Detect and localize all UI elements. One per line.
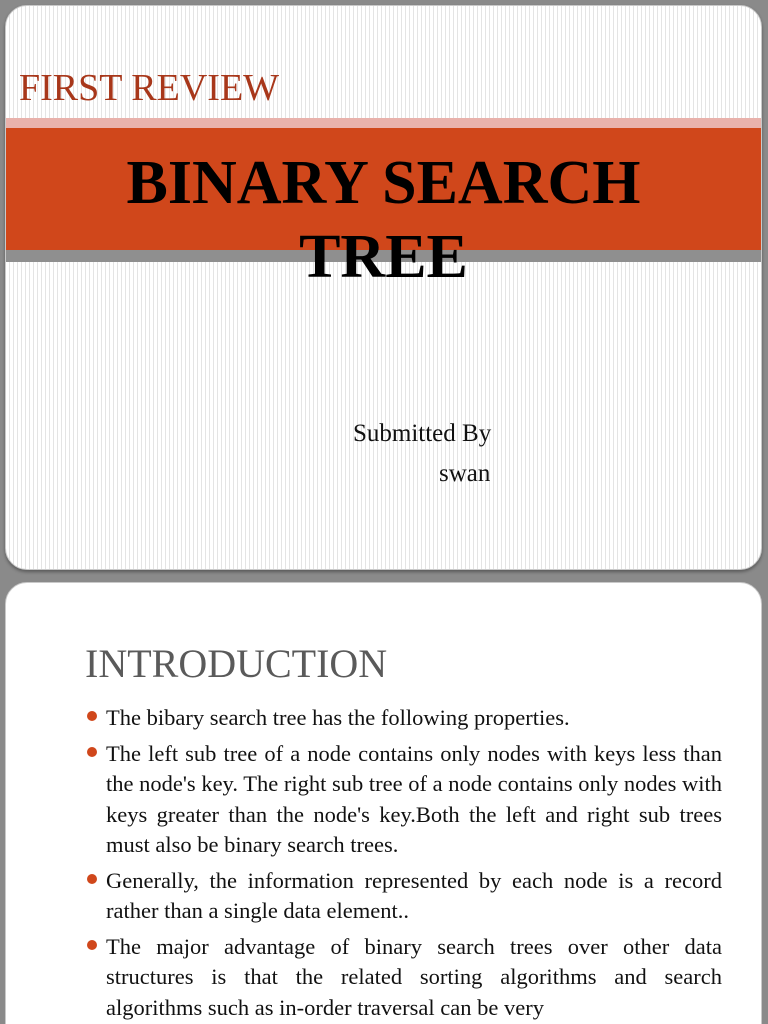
bullet-dot-icon: [87, 711, 97, 721]
review-label: FIRST REVIEW: [19, 67, 280, 109]
slide-title-text: [6, 146, 761, 294]
title-line-1: BINARY SEARCH: [126, 149, 641, 217]
bullet-list: [85, 703, 722, 1024]
list-item: [85, 739, 722, 861]
list-item-text: The major advantage of binary search trees over other data structures is that the related sorting algorithms and search algorithms such as in-order traversal can be very: [106, 933, 722, 1020]
list-item: [85, 703, 722, 734]
slide-introduction: [5, 582, 762, 1024]
title-line-2: TREE: [299, 223, 468, 291]
slide-heading: INTRODUCTION: [85, 641, 388, 686]
list-item-text: The bibary search tree has the following properties.: [106, 705, 570, 730]
list-item-text: The left sub tree of a node contains only nodes with keys less than the node's key. The right sub tree of a node contains only nodes with keys greater than the node's key.Both the left and right sub trees must also be binary search trees.: [106, 740, 722, 857]
list-item: [85, 932, 722, 1024]
author-name: swan: [439, 460, 491, 487]
bullet-dot-icon: [87, 747, 97, 757]
accent-band-pink: [6, 118, 761, 128]
bullet-dot-icon: [87, 940, 97, 950]
list-item-text: Generally, the information represented by each node is a record rather than a single data element..: [106, 867, 722, 923]
list-item: [85, 866, 722, 927]
submitted-by-label: Submitted By: [353, 420, 492, 447]
bullet-dot-icon: [87, 874, 97, 884]
slide-title: [5, 5, 762, 570]
